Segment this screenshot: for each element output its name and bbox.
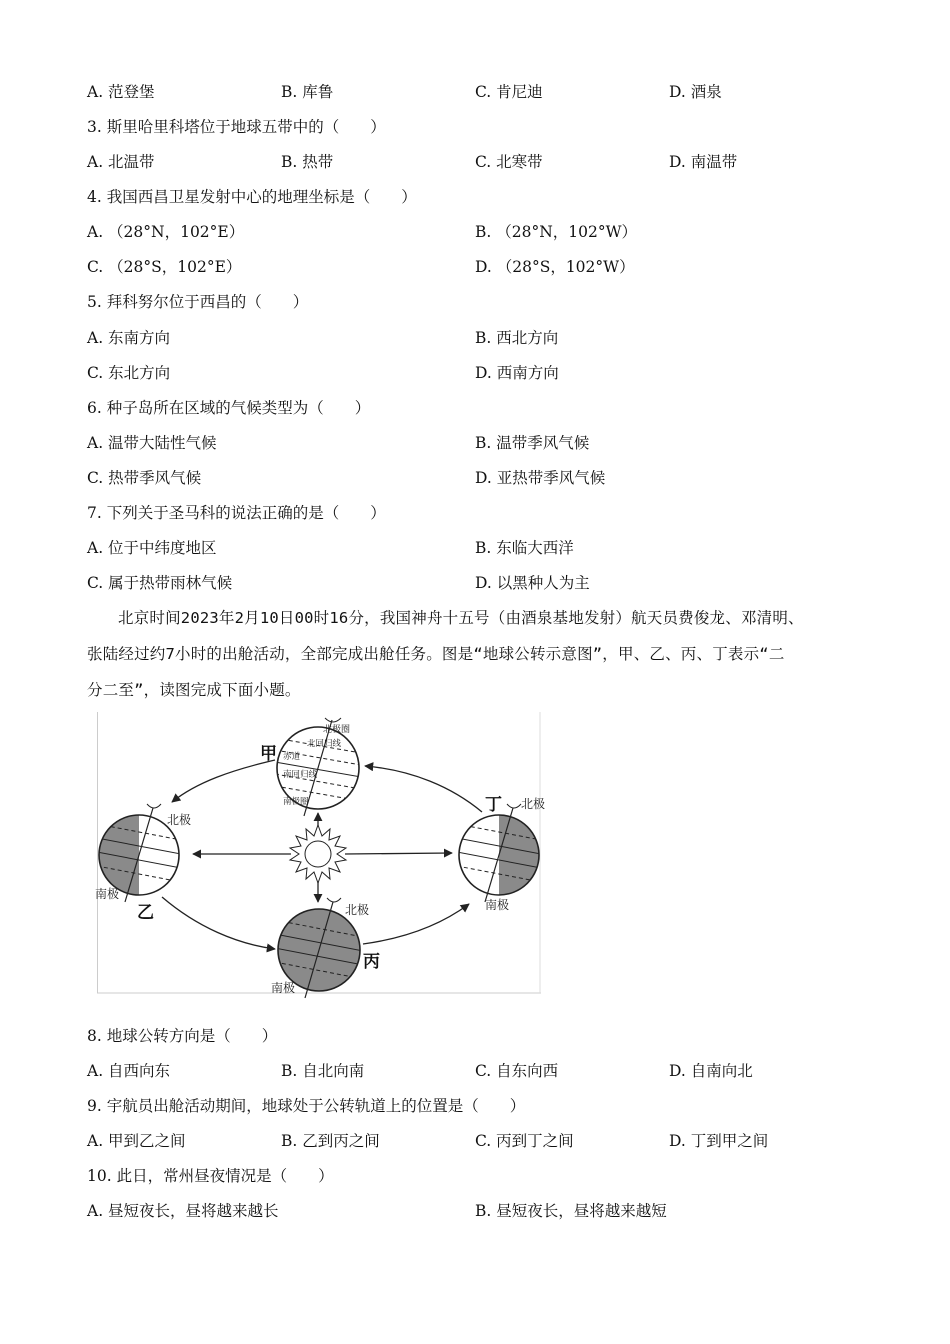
label-south-pole-bing: 南极: [271, 981, 296, 995]
q5-option-a[interactable]: A. 东南方向: [87, 329, 171, 347]
q5-stem: 5. 拜科努尔位于西昌的（ ）: [87, 293, 309, 311]
label-equator: 赤道: [283, 752, 301, 762]
label-north-pole-bing: 北极: [345, 903, 370, 917]
q7-option-c[interactable]: C. 属于热带雨林气候: [87, 574, 233, 592]
q7-option-b[interactable]: B. 东临大西洋: [475, 539, 574, 557]
label-tropic-capricorn: 南回归线: [283, 770, 318, 780]
sun-icon: [290, 825, 346, 883]
globe-bing: [271, 898, 380, 998]
label-north-pole-yi: 北极: [167, 813, 192, 827]
label-bing: 丙: [363, 952, 380, 972]
q8-option-d[interactable]: D. 自南向北: [669, 1062, 753, 1080]
label-tropic-cancer: 北回归线: [307, 739, 342, 749]
q3-option-c[interactable]: C. 北寒带: [475, 153, 543, 171]
q5-option-d[interactable]: D. 西南方向: [475, 364, 559, 382]
q7-option-d[interactable]: D. 以黑种人为主: [475, 574, 590, 592]
passage-line-2: 张陆经过约7小时的出舱活动，全部完成出舱任务。图是“地球公转示意图”，甲、乙、丙、丁表示“二: [87, 645, 785, 663]
q3-option-d[interactable]: D. 南温带: [669, 153, 738, 171]
q6-stem: 6. 种子岛所在区域的气候类型为（ ）: [87, 399, 371, 417]
label-yi: 乙: [137, 903, 154, 923]
q4-option-b[interactable]: B. （28°N，102°W）: [475, 223, 638, 241]
q4-option-a[interactable]: A. （28°N，102°E）: [87, 223, 245, 241]
q3-option-b[interactable]: B. 热带: [281, 153, 334, 171]
label-ding: 丁: [485, 795, 502, 815]
q9-option-b[interactable]: B. 乙到丙之间: [281, 1132, 380, 1150]
globe-yi: [95, 804, 191, 923]
q8-option-c[interactable]: C. 自东向西: [475, 1062, 559, 1080]
label-north-pole-ding: 北极: [521, 797, 546, 811]
label-jia: 甲: [260, 744, 277, 764]
reading-passage: [87, 600, 867, 708]
q9-option-a[interactable]: A. 甲到乙之间: [87, 1132, 186, 1150]
q2-option-c[interactable]: C. 肯尼迪: [475, 83, 543, 101]
q3-stem: 3. 斯里哈里科塔位于地球五带中的（ ）: [87, 118, 386, 136]
q2-option-a[interactable]: A. 范登堡: [87, 83, 155, 101]
q8-stem: 8. 地球公转方向是（ ）: [87, 1027, 278, 1045]
q4-option-c[interactable]: C. （28°S，102°E）: [87, 258, 242, 276]
q6-option-b[interactable]: B. 温带季风气候: [475, 434, 590, 452]
earth-revolution-diagram: [95, 712, 546, 995]
q9-stem: 9. 宇航员出舱活动期间，地球处于公转轨道上的位置是（ ）: [87, 1097, 526, 1115]
passage-line-3: 分二至”，读图完成下面小题。: [87, 681, 301, 699]
globe-ding: [457, 795, 545, 912]
q9-option-c[interactable]: C. 丙到丁之间: [475, 1132, 574, 1150]
q5-option-c[interactable]: C. 东北方向: [87, 364, 171, 382]
q7-stem: 7. 下列关于圣马科的说法正确的是（ ）: [87, 504, 386, 522]
q4-stem: 4. 我国西昌卫星发射中心的地理坐标是（ ）: [87, 188, 417, 206]
q7-option-a[interactable]: A. 位于中纬度地区: [87, 539, 217, 557]
q8-option-b[interactable]: B. 自北向南: [281, 1062, 365, 1080]
q3-option-a[interactable]: A. 北温带: [87, 153, 155, 171]
q5-option-b[interactable]: B. 西北方向: [475, 329, 559, 347]
q10-option-a[interactable]: A. 昼短夜长，昼将越来越长: [87, 1202, 279, 1220]
q2-option-b[interactable]: B. 库鲁: [281, 83, 334, 101]
globe-jia: [260, 718, 361, 816]
label-arctic-circle: 北极圈: [323, 725, 351, 735]
q6-option-d[interactable]: D. 亚热带季风气候: [475, 469, 606, 487]
q9-option-d[interactable]: D. 丁到甲之间: [669, 1132, 769, 1150]
q6-option-a[interactable]: A. 温带大陆性气候: [87, 434, 217, 452]
q10-option-b[interactable]: B. 昼短夜长，昼将越来越短: [475, 1202, 667, 1220]
q10-stem: 10. 此日，常州昼夜情况是（ ）: [87, 1167, 334, 1185]
label-south-pole-ding: 南极: [485, 898, 510, 912]
label-antarctic-circle: 南极圈: [283, 797, 309, 807]
q4-option-d[interactable]: D. （28°S，102°W）: [475, 258, 635, 276]
passage-line-1: 北京时间2023年2月10日00时16分，我国神舟十五号（由酒泉基地发射）航天员费俊龙、邓清明、: [118, 609, 804, 627]
label-south-pole-yi: 南极: [95, 887, 120, 901]
q6-option-c[interactable]: C. 热带季风气候: [87, 469, 202, 487]
q2-option-d[interactable]: D. 酒泉: [669, 83, 722, 101]
q8-option-a[interactable]: A. 自西向东: [87, 1062, 171, 1080]
